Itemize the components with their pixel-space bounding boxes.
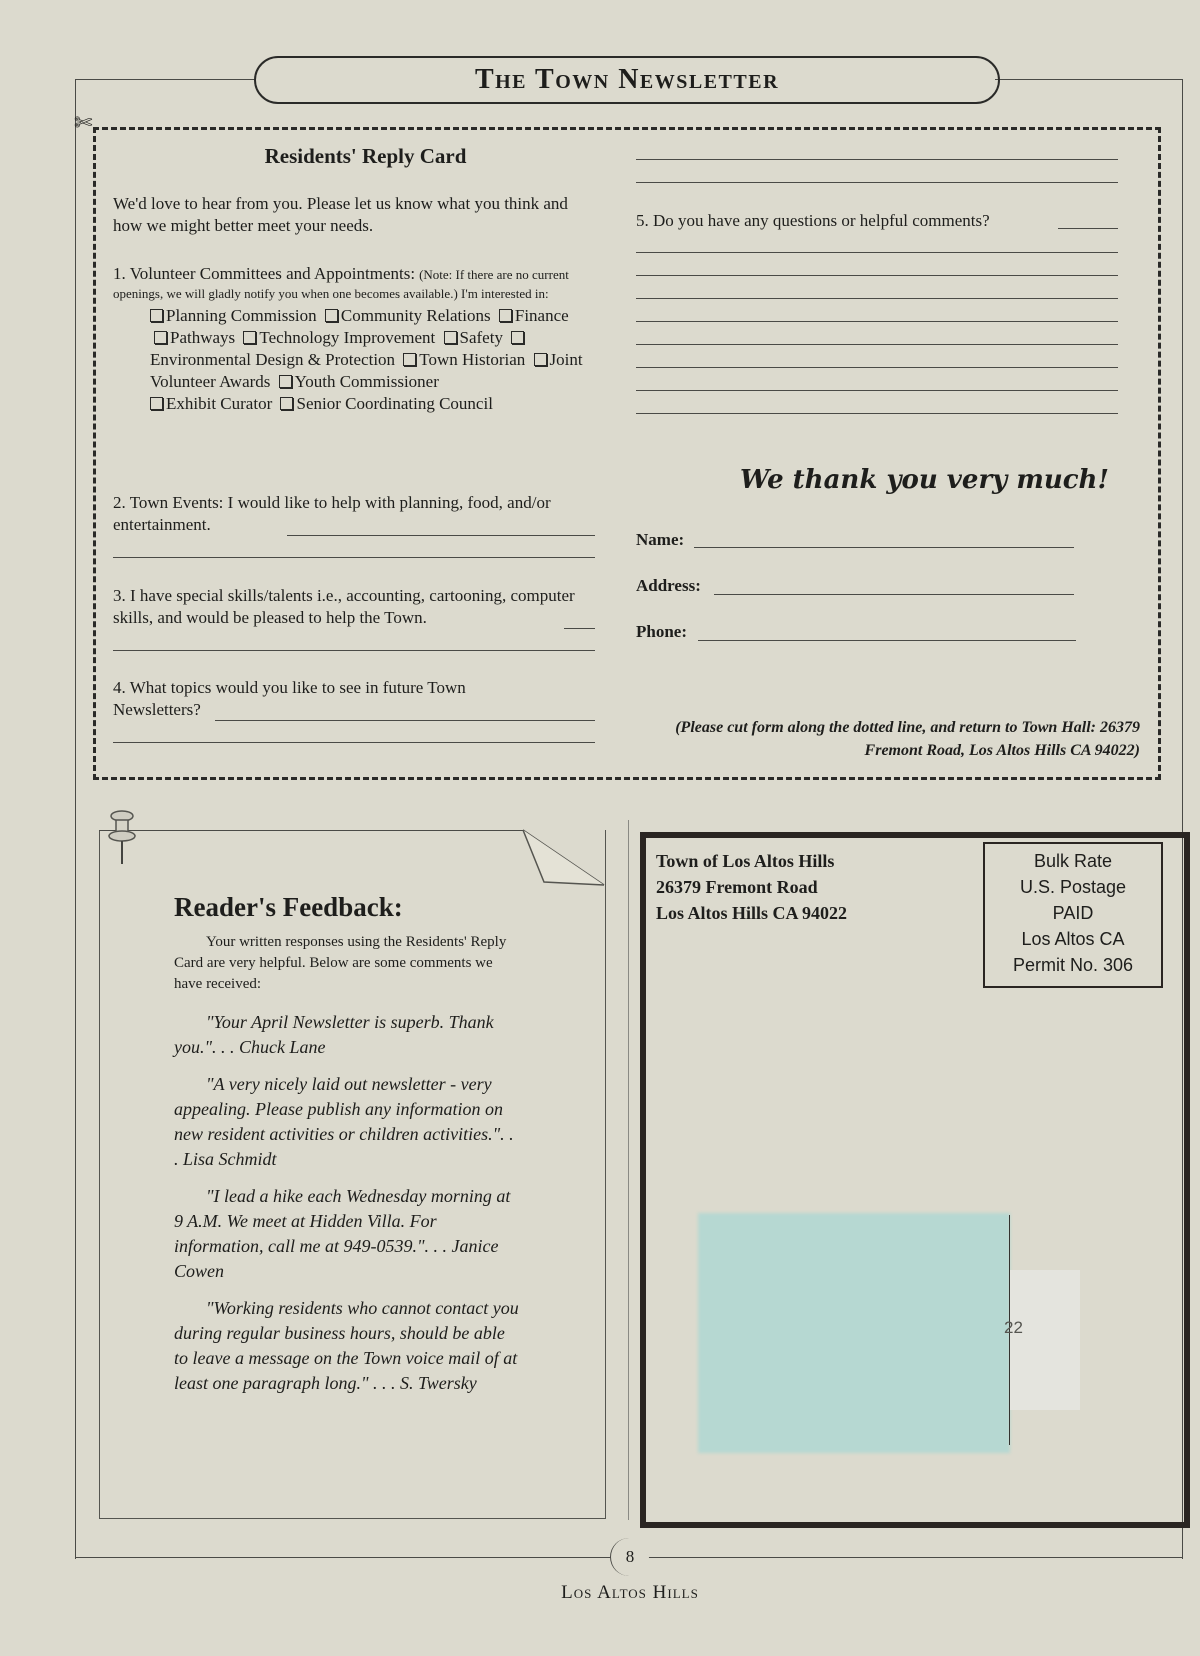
option-label: Community Relations [340, 306, 491, 325]
newsletter-title: The Town Newsletter [474, 64, 780, 95]
option-label: Pathways [170, 328, 236, 347]
return-address-line: Los Altos Hills CA 94022 [656, 903, 848, 923]
pushpin-icon [108, 808, 140, 866]
checkbox-safety[interactable] [444, 331, 457, 344]
checkbox-exhibit-curator[interactable] [150, 397, 163, 410]
reply-card-left-column [113, 140, 598, 415]
q4-answer-line-1[interactable] [215, 720, 595, 721]
option-label: Safety [459, 328, 503, 347]
page-number-badge [610, 1538, 649, 1576]
volunteer-options [150, 305, 590, 415]
q4-text: 4. What topics would you like to see in future Town Newsletters? [113, 678, 466, 719]
reply-card-intro: We'd love to hear from you. Please let us know what you think and how we might better meet your needs. [113, 194, 568, 235]
address-label: Address: [636, 576, 701, 595]
header-left-edge [75, 79, 76, 1559]
checkbox-planning-commission[interactable] [150, 309, 163, 322]
feedback-note-folded-corner [522, 828, 606, 888]
q4-answer-line-2[interactable] [113, 742, 595, 743]
option-label: Planning Commission [166, 306, 317, 325]
option-label: Joint Volunteer Awards [150, 350, 583, 391]
checkbox-pathways[interactable] [154, 331, 167, 344]
feedback-quote: "A very nicely laid out newsletter - very appealing. Please publish any information on new resident activities or children activities.". . . Lisa Schmidt [174, 1074, 514, 1169]
footer-publisher [0, 1582, 1200, 1604]
postage-indicia [983, 842, 1163, 988]
feedback-quote: "I lead a hike each Wednesday morning at 9 A.M. We meet at Hidden Villa. For information, call me at 949-0539.". . . Janice Cowen [174, 1186, 511, 1281]
postage-line: U.S. Postage [1019, 877, 1127, 897]
q5-answer-line-1[interactable] [1058, 228, 1118, 229]
postage-line: PAID [1052, 903, 1094, 923]
postage-line: Los Altos CA [1021, 929, 1125, 949]
q3-answer-line-2[interactable] [113, 650, 595, 651]
thank-you-note: We thank you very much! [740, 465, 1109, 495]
mailing-label-fragment: 22 [1004, 1318, 1023, 1337]
checkbox-town-historian[interactable] [403, 353, 416, 366]
return-instructions: (Please cut form along the dotted line, and return to Town Hall: 26379 Fremont Road, Los Altos Hills CA 94022) [675, 719, 1140, 759]
q5-answer-line-6[interactable] [636, 344, 1118, 345]
checkbox-environmental-design[interactable] [511, 331, 524, 344]
q5-answer-line-9[interactable] [636, 413, 1118, 414]
checkbox-finance[interactable] [499, 309, 512, 322]
q5-answer-line-2[interactable] [636, 252, 1118, 253]
checkbox-joint-volunteer-awards[interactable] [534, 353, 547, 366]
option-label: Finance [514, 306, 569, 325]
mailing-label-backing [1010, 1270, 1080, 1410]
phone-label: Phone: [636, 622, 687, 641]
return-address-line: 26379 Fremont Road [656, 877, 818, 897]
return-address [656, 848, 847, 926]
q3-text: 3. I have special skills/talents i.e., accounting, cartooning, computer skills, and would be pleased to help the Town. [113, 586, 575, 627]
checkbox-community-relations[interactable] [325, 309, 338, 322]
q5-text: 5. Do you have any questions or helpful comments? [636, 211, 990, 230]
q1-note: (Note: If there are no current openings, we will gladly notify you when one becomes available.) I'm interested in: [113, 267, 569, 301]
scissors-icon: ✄ [74, 110, 93, 135]
page-number: 8 [625, 1547, 635, 1566]
reply-card-title: Residents' Reply Card [264, 144, 467, 168]
continuation-line-1[interactable] [636, 159, 1118, 160]
q5-answer-line-4[interactable] [636, 298, 1118, 299]
publisher-name: Los Altos Hills [561, 1582, 699, 1603]
q5-answer-line-3[interactable] [636, 275, 1118, 276]
feedback-quote: "Working residents who cannot contact you during regular business hours, should be able to leave a message on the Town voice mail of at least one paragraph long." . . . S. Twersky [174, 1298, 519, 1393]
feedback-intro: Your written responses using the Residents' Reply Card are very helpful. Below are some comments we have received: [174, 934, 507, 992]
mailing-label-patch [698, 1213, 1010, 1453]
feedback-title: Reader's Feedback: [174, 892, 403, 922]
address-field[interactable] [714, 594, 1074, 595]
checkbox-technology-improvement[interactable] [243, 331, 256, 344]
column-divider [628, 820, 629, 1520]
q2-answer-line-1[interactable] [287, 535, 595, 536]
option-label: Youth Commissioner [294, 372, 439, 391]
option-label: Technology Improvement [259, 328, 436, 347]
header-rule-right [995, 79, 1183, 80]
header-rule-left [75, 79, 255, 80]
feedback-note-top-edge [99, 830, 524, 831]
option-label: Environmental Design & Protection [150, 350, 396, 369]
option-label: Exhibit Curator [166, 394, 273, 413]
phone-field[interactable] [698, 640, 1076, 641]
checkbox-youth-commissioner[interactable] [279, 375, 292, 388]
return-address-line: Town of Los Altos Hills [656, 851, 835, 871]
name-label: Name: [636, 530, 685, 549]
continuation-line-2[interactable] [636, 182, 1118, 183]
option-label: Town Historian [419, 350, 526, 369]
q2-text: 2. Town Events: I would like to help with planning, food, and/or entertainment. [113, 493, 551, 534]
feedback-quote: "Your April Newsletter is superb. Thank you.". . . Chuck Lane [174, 1012, 494, 1057]
q3-answer-line-1[interactable] [564, 628, 595, 629]
header-title-frame [254, 56, 1000, 104]
q5-answer-line-7[interactable] [636, 367, 1118, 368]
postage-line: Permit No. 306 [1012, 955, 1134, 975]
q5-answer-line-8[interactable] [636, 390, 1118, 391]
name-field[interactable] [694, 547, 1074, 548]
option-label: Senior Coordinating Council [296, 394, 493, 413]
q5-answer-line-5[interactable] [636, 321, 1118, 322]
checkbox-senior-coordinating-council[interactable] [280, 397, 293, 410]
postage-line: Bulk Rate [1033, 851, 1113, 871]
q1-text: 1. Volunteer Committees and Appointments: [113, 264, 416, 283]
feedback-quotes [174, 1010, 519, 1408]
q2-answer-line-2[interactable] [113, 557, 595, 558]
